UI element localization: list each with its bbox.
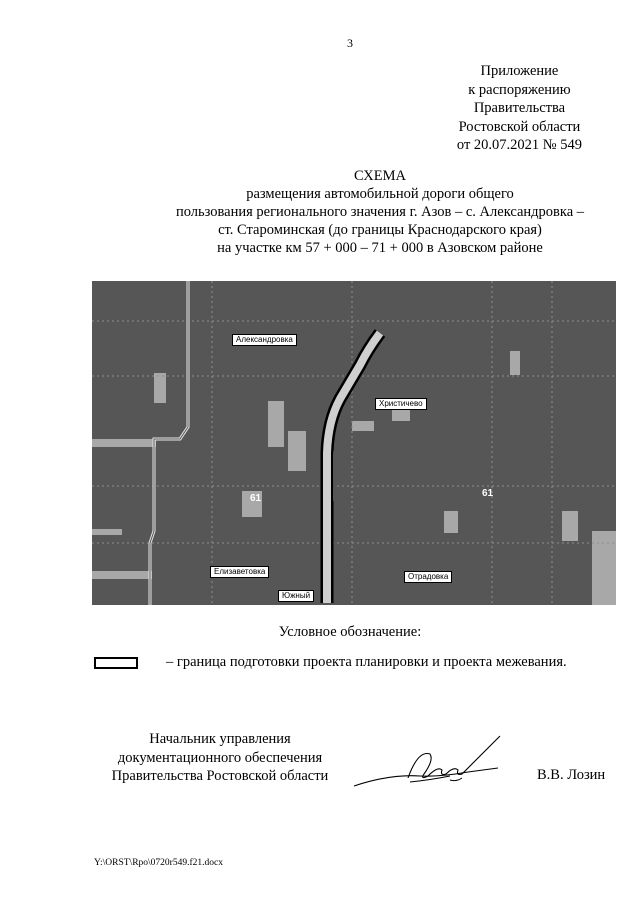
footer-file-path: Y:\ORST\Rpo\0720r549.f21.docx (94, 858, 223, 868)
map-graphic (92, 281, 616, 605)
title-line: ст. Староминская (до границы Краснодарского края) (218, 222, 542, 238)
scheme-map (92, 281, 616, 605)
title-line: пользования регионального значения г. Азов – с. Александровка – (175, 204, 585, 220)
legend-title: Условное обозначение: (278, 624, 422, 640)
map-label-elizavetovka: Елизаветовка (210, 566, 269, 578)
map-label-aleksandrovka: Александровка (232, 334, 297, 346)
map-fields (92, 351, 616, 605)
handwritten-signature (350, 730, 510, 805)
signer-position-line: Начальник управления (149, 731, 291, 747)
map-label-otradovka: Отрадовка (404, 571, 452, 583)
signer-position-line: Правительства Ростовской области (111, 768, 329, 784)
map-number-right: 61 (482, 488, 494, 499)
appendix-line: Приложение (480, 63, 559, 79)
title-line: на участке км 57 + 000 – 71 + 000 в Азовском районе (217, 240, 543, 256)
map-texture (92, 281, 616, 605)
map-number-left: 61 (250, 493, 262, 504)
document-title (60, 167, 640, 257)
legend-swatch (94, 657, 138, 669)
legend-text: – граница подготовки проекта планировки и проекта межевания. (166, 654, 567, 670)
signer-name: В.В. Лозин (537, 767, 606, 783)
appendix-header (457, 62, 582, 155)
map-label-khristichevo: Христичево (375, 398, 427, 410)
signer-position-line: документационного обеспечения (117, 749, 323, 766)
page-number: 3 (347, 36, 353, 50)
title-line: размещения автомобильной дороги общего (246, 186, 514, 202)
signer-position (70, 730, 370, 786)
appendix-line: от 20.07.2021 № 549 (456, 137, 582, 153)
appendix-line: Ростовской области (458, 118, 581, 135)
appendix-line: Правительства (473, 100, 566, 116)
map-label-yuzhny: Южный (278, 590, 314, 602)
title-heading: СХЕМА (354, 168, 406, 184)
appendix-line: к распоряжению (468, 81, 571, 98)
